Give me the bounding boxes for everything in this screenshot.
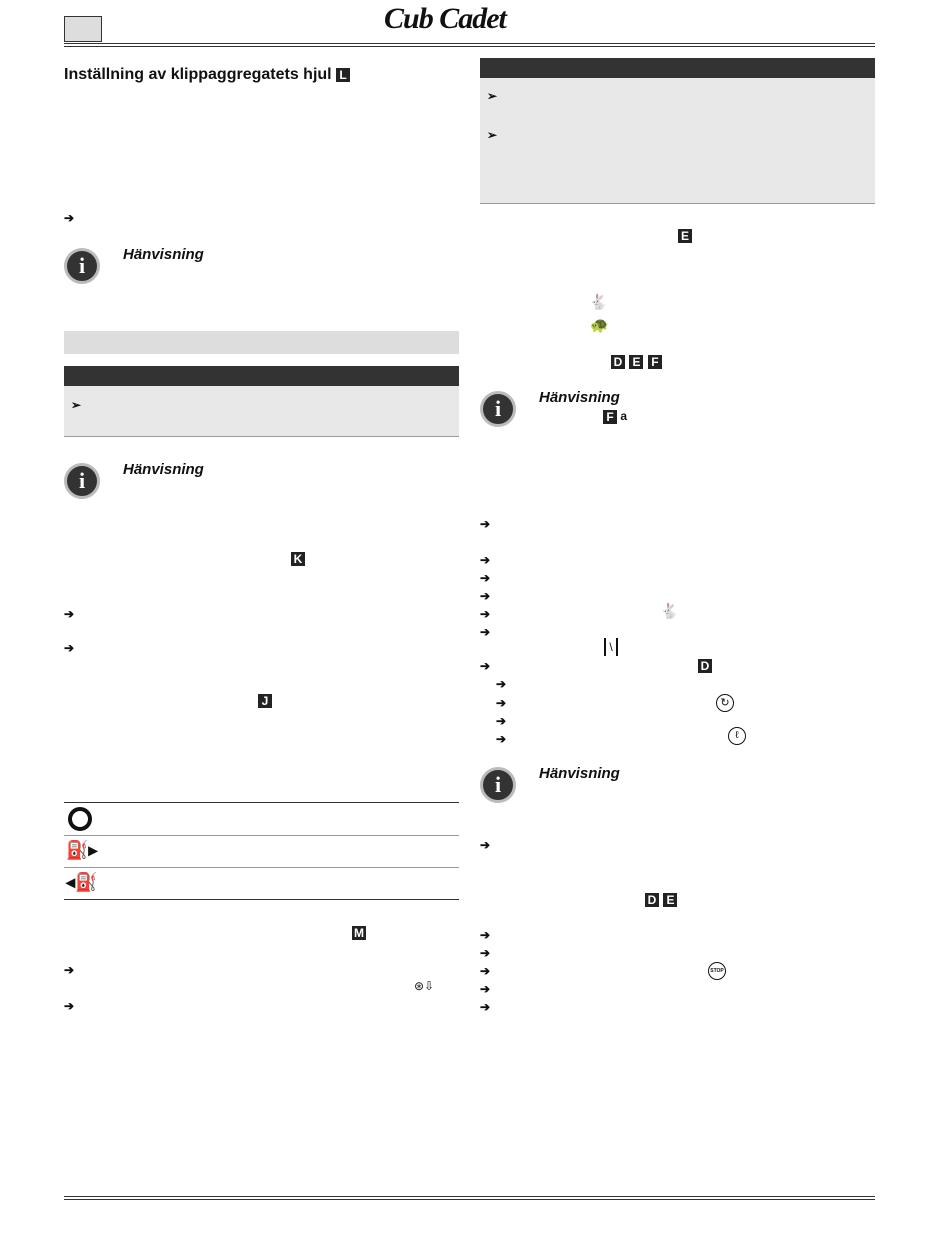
arrow-icon: ➔ — [480, 1000, 491, 1014]
bullet-arrow-icon: ➢ — [487, 128, 498, 142]
arrow-icon: ➔ — [480, 838, 491, 852]
fuel-left-icon: ◂⛽ — [66, 872, 98, 892]
arrow-icon: ➔ — [496, 732, 507, 746]
info-icon: i — [64, 463, 100, 499]
figure-badges-de — [645, 891, 677, 909]
arrow-icon: ➔ — [64, 963, 75, 977]
warning-box — [480, 78, 875, 203]
fuel-right-icon: ⛽▸ — [66, 840, 98, 860]
bullet-arrow-icon: ➢ — [487, 89, 498, 103]
circle-icon — [68, 807, 92, 831]
arrow-icon: ➔ — [64, 211, 75, 225]
arrow-icon: ➔ — [64, 999, 75, 1013]
figure-badge-j: J — [258, 694, 272, 708]
figure-badge-k: K — [291, 552, 305, 566]
stop-icon: STOP — [708, 962, 726, 980]
arrow-icon: ➔ — [480, 571, 491, 585]
arrow-icon: ➔ — [480, 659, 491, 673]
figure-badge-d: D — [698, 659, 712, 673]
warning-box-rule — [64, 436, 459, 437]
note-heading: Hänvisning — [539, 389, 620, 406]
table-rule — [64, 867, 459, 868]
arrow-icon: ➔ — [480, 964, 491, 978]
neutral-icon: \ — [604, 638, 618, 656]
arrow-icon: ➔ — [480, 625, 491, 639]
arrow-icon: ➔ — [480, 946, 491, 960]
table-rule — [64, 835, 459, 836]
brand-logo: Cub Cadet — [384, 2, 506, 35]
footer-rule-2 — [64, 1199, 875, 1200]
figure-badge-d: D — [611, 355, 625, 369]
arrow-icon: ➔ — [480, 517, 491, 531]
turtle-icon: 🐢 — [590, 317, 609, 334]
hare-icon: 🐇 — [660, 603, 679, 620]
figure-badge-d: D — [645, 893, 659, 907]
arrow-icon: ➔ — [480, 553, 491, 567]
hare-icon: 🐇 — [589, 294, 608, 311]
warning-box-rule — [480, 203, 875, 204]
note-heading: Hänvisning — [123, 246, 204, 263]
info-icon: i — [480, 767, 516, 803]
arrow-icon: ➔ — [480, 589, 491, 603]
note-figure-ref — [603, 409, 627, 424]
arrow-icon: ➔ — [496, 714, 507, 728]
figure-badges-def — [611, 353, 662, 371]
info-icon: i — [480, 391, 516, 427]
note-heading: Hänvisning — [123, 461, 204, 478]
engine-start-icon: ↻ — [716, 694, 734, 712]
table-rule — [64, 802, 459, 803]
warning-header-bar — [64, 366, 459, 386]
arrow-icon: ➔ — [480, 607, 491, 621]
note-heading: Hänvisning — [539, 765, 620, 782]
header-rule-2 — [64, 46, 875, 47]
bullet-arrow-icon: ➢ — [71, 398, 82, 412]
gray-band — [64, 331, 459, 354]
figure-badge-l: L — [336, 68, 350, 82]
figure-badge-e: E — [678, 229, 692, 243]
choke-icon: ℓ — [728, 727, 746, 745]
figure-badge-e: E — [629, 355, 643, 369]
figure-badge-f: F — [603, 410, 617, 424]
header-rule — [64, 43, 875, 44]
arrow-icon: ➔ — [480, 982, 491, 996]
footer-rule — [64, 1196, 875, 1197]
info-icon: i — [64, 248, 100, 284]
figure-badge-m: M — [354, 926, 364, 940]
arrow-icon: ➔ — [496, 677, 507, 691]
table-rule — [64, 899, 459, 900]
figure-badge-e: E — [663, 893, 677, 907]
arrow-icon: ➔ — [64, 641, 75, 655]
figure-badge-f: F — [648, 355, 662, 369]
section-title — [64, 66, 350, 84]
arrow-icon: ➔ — [64, 607, 75, 621]
arrow-icon: ➔ — [480, 928, 491, 942]
warning-box — [64, 386, 459, 436]
brake-pedal-icon: ⊛⇩ — [414, 979, 435, 993]
section-title-text: Inställning av klippaggregatets hjul — [64, 66, 332, 83]
warning-header-bar — [480, 58, 875, 78]
page-number-box — [64, 16, 102, 42]
note-letter: a — [620, 409, 628, 423]
arrow-icon: ➔ — [496, 696, 507, 710]
